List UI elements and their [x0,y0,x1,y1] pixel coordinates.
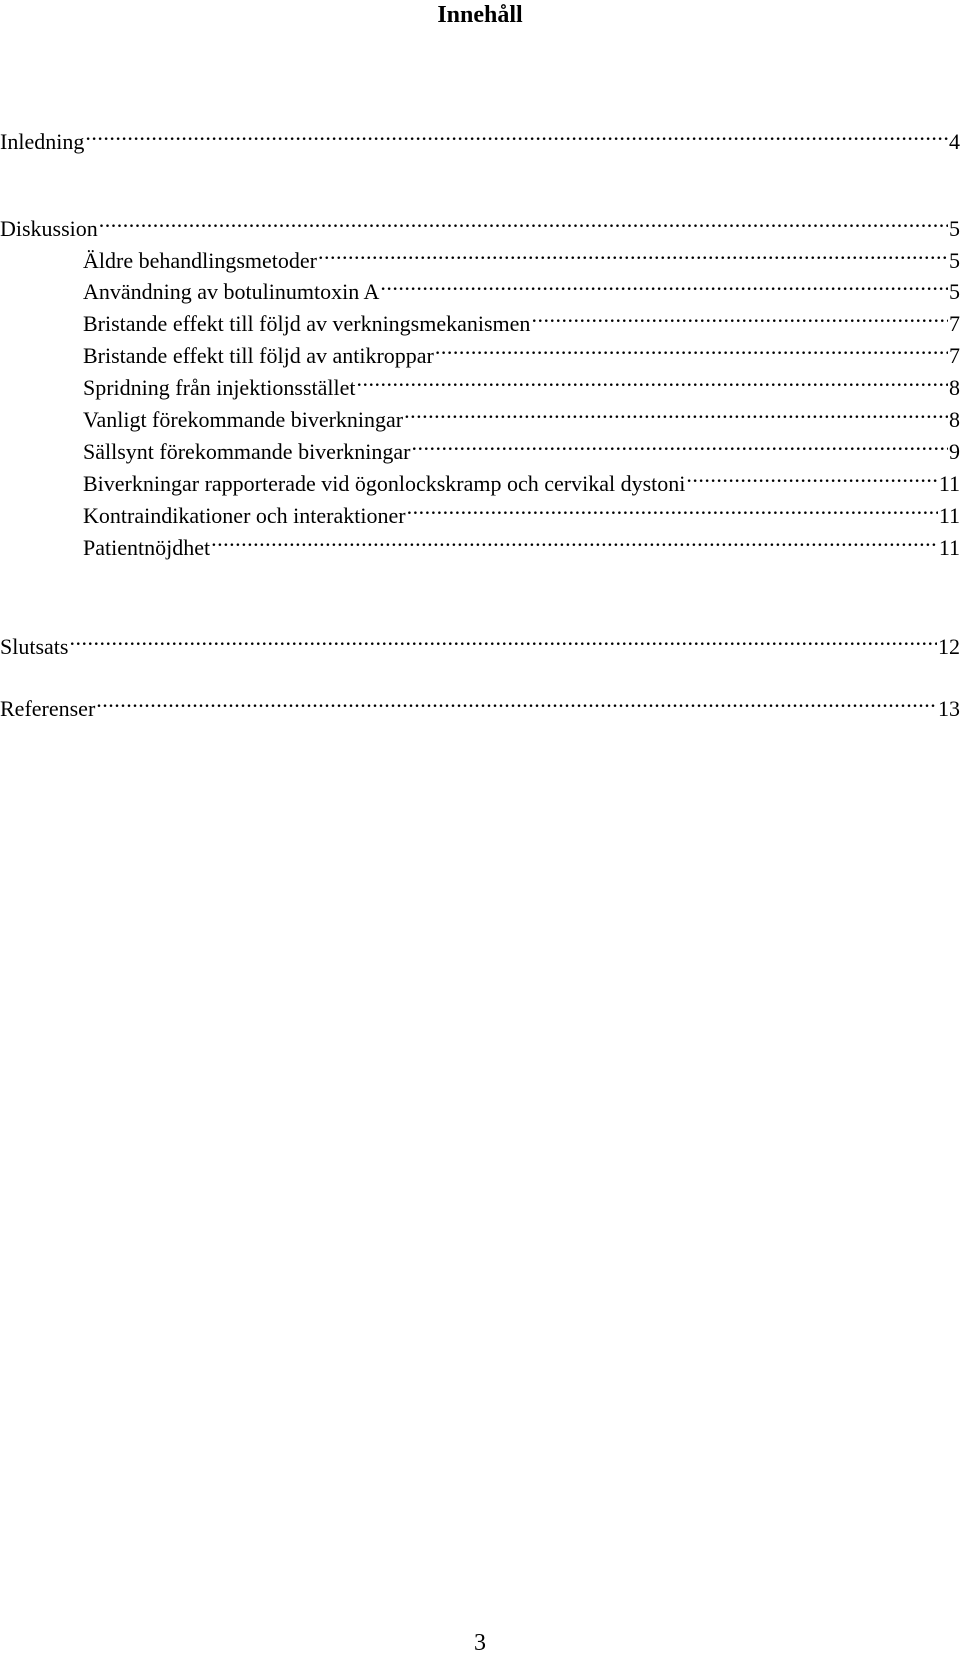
toc-entry-label: Patientnöjdhet [83,535,211,560]
toc-leader-dots [99,204,948,236]
toc-entry-diskussion[interactable] [0,204,960,241]
toc-leader-dots [96,684,937,716]
toc-entry-page: 8 [949,407,960,432]
toc-entry-page: 7 [949,343,960,368]
toc-entry-aldre-behandlingsmetoder[interactable] [83,236,960,273]
toc-entry-label: Inledning [0,129,85,154]
toc-entry-inledning[interactable] [0,117,960,154]
toc-entry-page: 5 [949,248,960,273]
toc-leader-dots [411,427,948,459]
toc-entry-page: 11 [938,535,960,560]
toc-entry-label: Äldre behandlingsmetoder [83,248,317,273]
toc-entry-label: Biverkningar rapporterade vid ögonlockskramp och cervikal dystoni [83,471,686,496]
toc-entry-page: 9 [949,439,960,464]
toc-entry-label: Diskussion [0,216,98,241]
toc-entry-kontraindikationer[interactable] [83,491,960,528]
toc-entry-page: 13 [938,696,960,721]
toc-entry-sallsynt-forekommande[interactable] [83,427,960,464]
toc-entry-bristande-effekt-verkningsmekanismen[interactable] [83,299,960,336]
toc-entry-vanligt-forekommande[interactable] [83,395,960,432]
toc-leader-dots [357,363,948,395]
toc-entry-referenser[interactable] [0,684,960,721]
toc-leader-dots [435,331,948,363]
toc-leader-dots [686,459,937,491]
toc-leader-dots [380,267,948,299]
toc-entry-spridning[interactable] [83,363,960,400]
toc-leader-dots [211,523,938,555]
toc-entry-patientnojdhet[interactable] [83,523,960,560]
toc-entry-label: Sällsynt förekommande biverkningar [83,439,411,464]
toc-entry-label: Användning av botulinumtoxin A [83,279,380,304]
toc-entry-page: 11 [938,503,960,528]
page-number: 3 [474,1630,486,1656]
toc-entry-anvandning-botulinumtoxin[interactable] [83,267,960,304]
page-title: Innehåll [437,2,523,28]
toc-leader-dots [85,117,948,149]
toc-entry-label: Bristande effekt till följd av verkningsmekanismen [83,311,531,336]
toc-leader-dots [407,491,938,523]
toc-entry-label: Referenser [0,696,96,721]
toc-entry-label: Vanligt förekommande biverkningar [83,407,404,432]
toc-leader-dots [318,236,948,268]
toc-entry-label: Kontraindikationer och interaktioner [83,503,406,528]
toc-entry-slutsats[interactable] [0,622,960,659]
toc-entry-page: 8 [949,375,960,400]
toc-entry-page: 12 [938,634,960,659]
toc-entry-label: Slutsats [0,634,69,659]
toc-entry-page: 7 [949,311,960,336]
toc-entry-page: 5 [949,216,960,241]
toc-entry-page: 4 [949,129,960,154]
toc-entry-biverkningar-rapporterade[interactable] [83,459,960,496]
toc-leader-dots [69,622,937,654]
toc-entry-label: Bristande effekt till följd av antikroppar [83,343,434,368]
toc-leader-dots [404,395,948,427]
toc-entry-label: Spridning från injektionsstället [83,375,356,400]
toc-entry-bristande-effekt-antikroppar[interactable] [83,331,960,368]
toc-leader-dots [531,299,948,331]
toc-entry-page: 5 [949,279,960,304]
toc-entry-page: 11 [938,471,960,496]
